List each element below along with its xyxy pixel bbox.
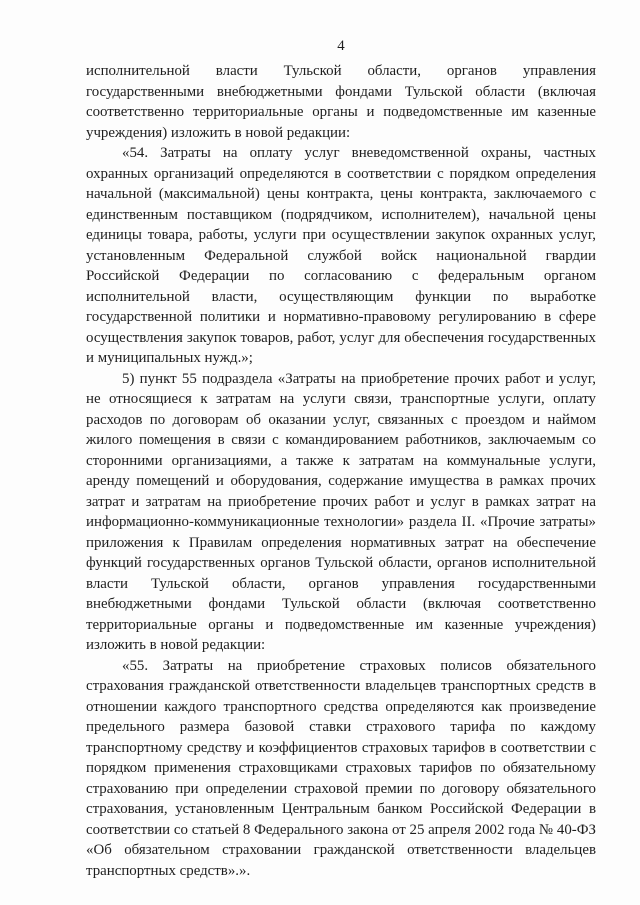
paragraph-continuation: исполнительной власти Тульской области, органов управления государственными внебюджетными фондами Тульской области (включая соответственно территориальные органы и подведомственные им казенные учреждения) изложить в новой редакции: — [86, 63, 596, 141]
paragraph-clause-55: «55. Затраты на приобретение страховых полисов обязательного страхования гражданской ответственности владельцев транспортных средств в отношении каждого транспортного средства определяются как произведение предельного размера базовой ставки страхового тарифа по каждому транспортному средству и коэффициентов страховых тарифов в соответствии с порядком применения страховщиками страховых тарифов по обязательному страхованию при определении страховой премии по договору обязательного страхования, установленным Центральным банком Российской Федерации в соответствии со статьей 8 Федерального закона от 25 апреля 2002 года № 40-ФЗ «Об обязательном страховании гражданской ответственности владельцев транспортных средств».». — [86, 657, 596, 879]
paragraph-item-5: 5) пункт 55 подраздела «Затраты на приобретение прочих работ и услуг, не относящиеся к затратам на услуги связи, транспортные услуги, оплату расходов по договорам об оказании услуг, связанных с проездом и наймом жилого помещения в связи с командированием работников, заключаемым со сторонними организациями, а также к затратам на коммунальные услуги, аренду помещений и оборудования, содержание имущества в рамках прочих затрат и затратам на приобретение прочих работ и услуг в рамках затрат на информационно-коммуникационные технологии» раздела II. «Прочие затраты» приложения к Правилам определения нормативных затрат на обеспечение функций государственных органов Тульской области, органов исполнительной власти Тульской области, органов управления государственными внебюджетными фондами Тульской области (включая соответственно территориальные органы и подведомственные им казенные учреждения) изложить в новой редакции: — [86, 370, 596, 653]
page-number: 4 — [337, 38, 345, 54]
paragraph-clause-54: «54. Затраты на оплату услуг вневедомственной охраны, частных охранных организаций определяются в соответствии с порядком определения начальной (максимальной) цены контракта, цены контракта, заключаемого с единственным поставщиком (подрядчиком, исполнителем), начальной цены единицы товара, работы, услуги при осуществлении закупок охранных услуг, установленным Федеральной службой войск национальной гвардии Российской Федерации по согласованию с федеральным органом исполнительной власти, осуществляющим функции по выработке государственной политики и нормативно-правовому регулированию в сфере осуществления закупок товаров, работ, услуг для обеспечения государственных и муниципальных нужд.»; — [86, 145, 596, 366]
